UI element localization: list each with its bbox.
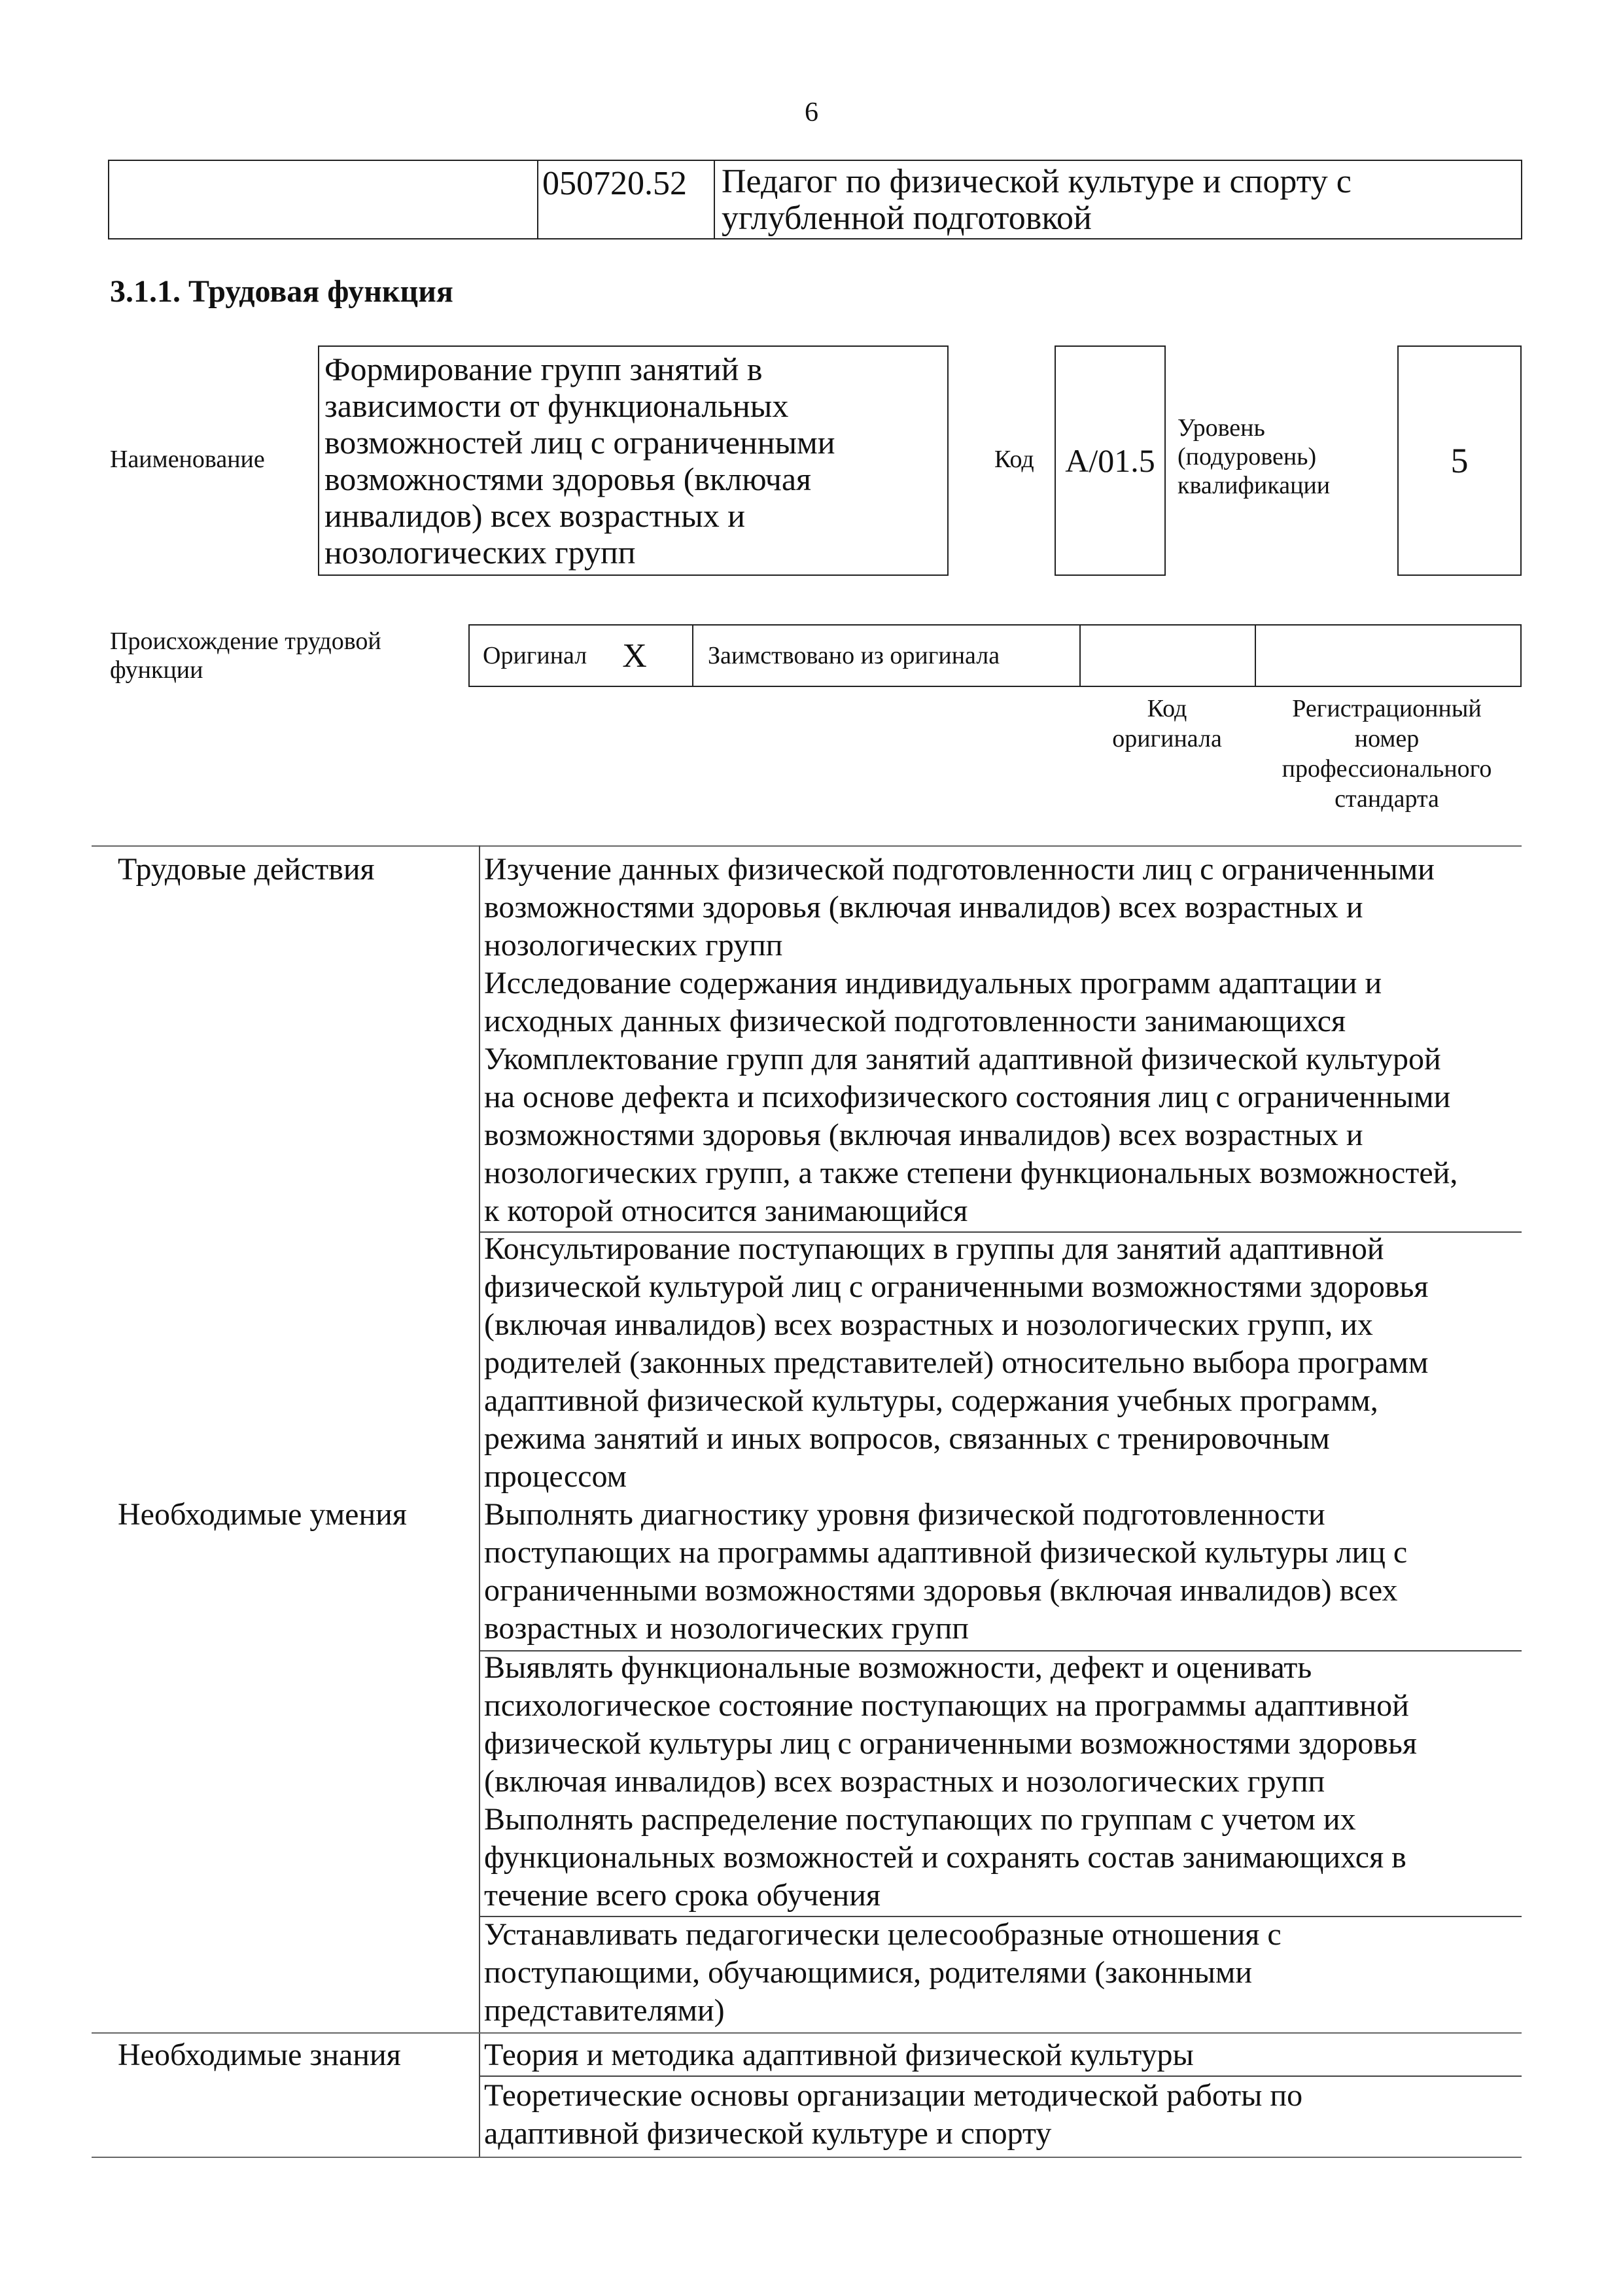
function-name-line: возможностей лиц с ограниченными <box>324 424 835 461</box>
cell-line: течение всего срока обучения <box>484 1878 881 1913</box>
cell-line: представителями) <box>484 1993 725 2028</box>
original-label: Оригинал <box>483 642 587 669</box>
cell-line: режима занятий и иных вопросов, связанных с тренировочным <box>484 1421 1330 1456</box>
qualification-title-line: Педагог по физической культуре и спорту с <box>722 163 1352 200</box>
empty-cell <box>109 161 538 238</box>
cell-line: Консультирование поступающих в группы для занятий адаптивной <box>484 1231 1384 1266</box>
function-code: A/01.5 <box>1055 345 1166 576</box>
origin-label <box>110 627 381 684</box>
original-cell <box>470 626 693 686</box>
qualification-level: 5 <box>1397 345 1522 576</box>
column-divider <box>479 845 480 2157</box>
cell-line: (включая инвалидов) всех возрастных и нозологических групп, их <box>484 1307 1373 1342</box>
cell-line: Теория и методика адаптивной физической культуры <box>484 2038 1194 2072</box>
original-code-caption <box>1081 694 1253 754</box>
cell-line: возможностями здоровья (включая инвалидов) всех возрастных и <box>484 890 1363 925</box>
level-label <box>1178 414 1330 500</box>
caption-line: номер <box>1354 725 1420 752</box>
function-name-line: возможностями здоровья (включая <box>324 461 812 497</box>
level-label-line: (подуровень) <box>1178 443 1317 470</box>
cell-line: ограниченными возможностями здоровья (включая инвалидов) всех <box>484 1573 1398 1608</box>
cell-line: адаптивной физической культуры, содержания учебных программ, <box>484 1383 1378 1418</box>
qualification-title-line: углубленной подготовкой <box>722 200 1092 237</box>
origin-label-line: функции <box>110 656 203 684</box>
cell-line: (включая инвалидов) всех возрастных и нозологических групп <box>484 1764 1325 1799</box>
section-heading: 3.1.1. Трудовая функция <box>110 274 453 309</box>
reg-number-cell <box>1256 626 1520 686</box>
level-label-line: Уровень <box>1178 414 1265 442</box>
caption-line: профессионального <box>1282 755 1492 783</box>
name-label: Наименование <box>110 446 265 473</box>
function-name-box <box>318 345 949 576</box>
cell-line: возрастных и нозологических групп <box>484 1611 969 1646</box>
function-name-line: инвалидов) всех возрастных и <box>324 497 746 534</box>
function-name-line: нозологических групп <box>324 534 636 571</box>
cell-line: родителей (законных представителей) относительно выбора программ <box>484 1345 1429 1380</box>
cell-line: Выполнять диагностику уровня физической подготовленности <box>484 1497 1325 1532</box>
function-details-table <box>92 845 1522 2158</box>
cell-line: Теоретические основы организации методической работы по <box>484 2078 1303 2113</box>
table-cell <box>484 1230 1518 1648</box>
origin-label-line: Происхождение трудовой <box>110 627 381 655</box>
cell-line: нозологических групп <box>484 928 783 963</box>
cell-line: Выполнять распределение поступающих по группам с учетом их <box>484 1802 1356 1837</box>
category-actions: Трудовые действия <box>118 852 375 887</box>
cell-line: поступающих на программы адаптивной физической культуры лиц с <box>484 1535 1408 1570</box>
table-bottom-rule <box>92 2157 1522 2158</box>
table-top-rule <box>92 845 1522 847</box>
caption-line: оригинала <box>1112 725 1222 752</box>
cell-line: физической культурой лиц с ограниченными возможностями здоровья <box>484 1269 1429 1304</box>
cell-line: к которой относится занимающийся <box>484 1193 968 1228</box>
category-skills: Необходимые умения <box>118 1497 407 1532</box>
category-knowledge: Необходимые знания <box>118 2038 401 2072</box>
caption-line: Регистрационный <box>1292 695 1482 722</box>
table-cell <box>484 851 1518 1230</box>
original-code-cell <box>1082 626 1256 686</box>
cell-line: Устанавливать педагогически целесообразные отношения с <box>484 1917 1282 1952</box>
cell-line: поступающими, обучающимися, родителями (законными <box>484 1955 1253 1990</box>
table-cell <box>484 2077 1518 2153</box>
level-label-line: квалификации <box>1178 472 1331 499</box>
table-cell <box>484 1649 1518 1915</box>
cell-line: функциональных возможностей и сохранять состав занимающихся в <box>484 1840 1406 1875</box>
cell-line: на основе дефекта и психофизического состояния лиц с ограниченными <box>484 1080 1451 1114</box>
cell-line: исходных данных физической подготовленности занимающихся <box>484 1004 1346 1038</box>
reg-number-caption <box>1255 694 1519 814</box>
qualification-table <box>108 160 1522 239</box>
code-label: Код <box>994 446 1034 473</box>
table-cell <box>484 1916 1518 2030</box>
caption-line: Код <box>1147 695 1187 722</box>
cell-line: возможностями здоровья (включая инвалидов) всех возрастных и <box>484 1118 1363 1152</box>
borrowed-label: Заимствовано из оригинала <box>695 626 1081 686</box>
function-name-line: Формирование групп занятий в <box>324 351 763 387</box>
origin-table <box>468 624 1522 687</box>
cell-line: процессом <box>484 1459 627 1494</box>
cell-line: адаптивной физической культуре и спорту <box>484 2116 1052 2151</box>
original-mark: X <box>622 637 647 675</box>
section-rule <box>92 2032 1522 2034</box>
cell-line: Выявлять функциональные возможности, дефект и оценивать <box>484 1650 1312 1685</box>
qualification-title <box>716 161 1520 238</box>
page-number: 6 <box>805 97 818 128</box>
cell-line: психологическое состояние поступающих на программы адаптивной <box>484 1688 1409 1723</box>
cell-line: физической культуры лиц с ограниченными возможностями здоровья <box>484 1726 1418 1761</box>
caption-line: стандарта <box>1335 785 1439 813</box>
cell-line: Исследование содержания индивидуальных программ адаптации и <box>484 966 1382 1000</box>
cell-line: Изучение данных физической подготовленности лиц с ограниченными <box>484 852 1435 887</box>
function-name-line: зависимости от функциональных <box>324 387 789 424</box>
cell-line: Укомплектование групп для занятий адаптивной физической культурой <box>484 1042 1441 1076</box>
cell-line: нозологических групп, а также степени функциональных возможностей, <box>484 1156 1458 1190</box>
qualification-code: 050720.52 <box>538 161 715 238</box>
table-cell <box>484 2036 1518 2074</box>
